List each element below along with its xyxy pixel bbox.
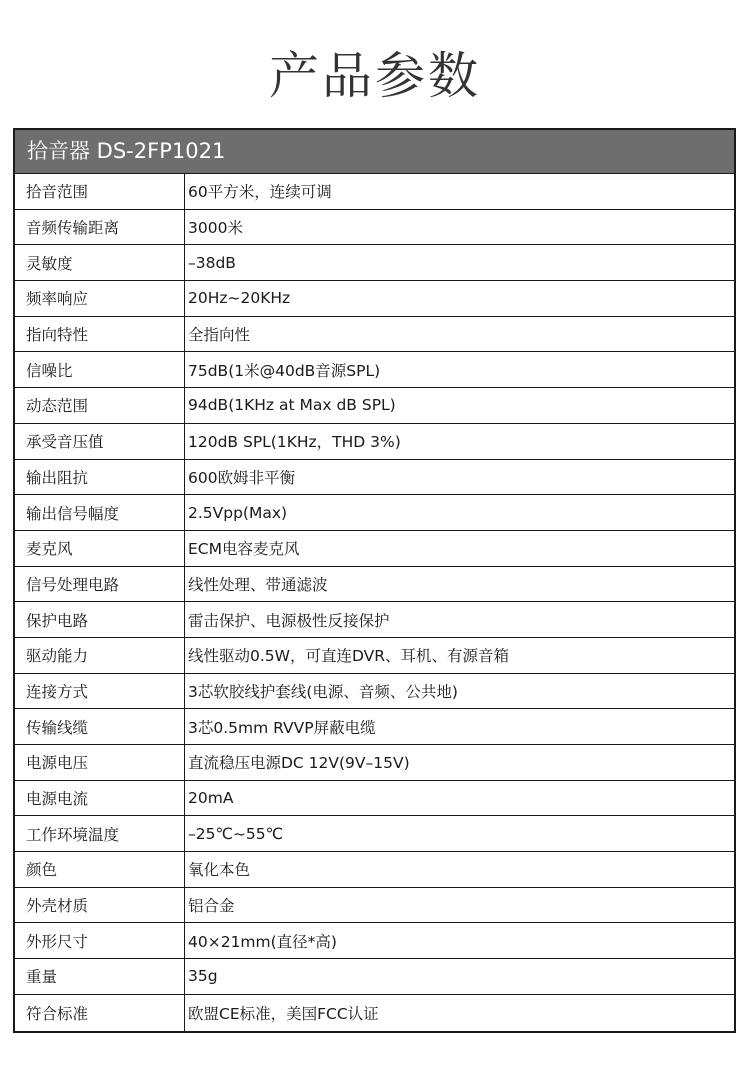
spec-label: 动态范围 [15,388,185,423]
spec-label: 重量 [15,959,185,994]
spec-value: 35g [188,967,218,986]
spec-value: 20Hz~20KHz [188,289,291,308]
spec-label: 频率响应 [15,281,185,316]
spec-label: 保护电路 [15,602,185,637]
table-row [15,923,734,959]
spec-value: ECM电容麦克风 [188,540,300,559]
spec-label: 输出阻抗 [15,460,185,495]
spec-label: 颜色 [15,852,185,887]
table-row [15,567,734,603]
spec-value: 欧盟CE标准，美国FCC认证 [188,1004,379,1023]
spec-label: 电源电流 [15,781,185,816]
table-row [15,745,734,781]
spec-value: –38dB [188,253,236,272]
spec-label: 承受音压值 [15,424,185,459]
table-row [15,781,734,817]
spec-label: 外形尺寸 [15,923,185,958]
table-row [15,495,734,531]
table-row [15,531,734,567]
spec-value: 60平方米，连续可调 [188,183,332,202]
table-header: 拾音器 DS-2FP1021 [15,130,734,174]
table-row [15,852,734,888]
table-row [15,388,734,424]
spec-value: 120dB SPL(1KHz，THD 3%) [188,433,401,452]
table-row [15,638,734,674]
spec-label: 传输线缆 [15,709,185,744]
table-row [15,281,734,317]
spec-value: 线性处理、带通滤波 [188,575,328,594]
table-row [15,317,734,353]
spec-label: 麦克风 [15,531,185,566]
spec-value: 氧化本色 [188,861,251,880]
table-row [15,210,734,246]
spec-label: 信噪比 [15,352,185,387]
spec-value: 40×21mm(直径*高) [188,932,337,951]
spec-label: 电源电压 [15,745,185,780]
spec-value: –25℃~55℃ [188,824,283,843]
page-title: 产品参数 [269,47,481,105]
spec-value: 2.5Vpp(Max) [188,503,288,522]
spec-value: 铝合金 [188,897,235,916]
spec-label: 外壳材质 [15,888,185,923]
table-row [15,460,734,496]
spec-value: 线性驱动0.5W，可直连DVR、耳机、有源音箱 [188,647,510,666]
table-row [15,424,734,460]
spec-value: 3000米 [188,219,243,238]
table-row [15,709,734,745]
spec-label: 拾音范围 [15,174,185,209]
table-row [15,352,734,388]
spec-value: 94dB(1KHz at Max dB SPL) [188,396,396,415]
spec-label: 信号处理电路 [15,567,185,602]
spec-label: 指向特性 [15,317,185,352]
table-row [15,816,734,852]
spec-value: 直流稳压电源DC 12V(9V–15V) [188,754,410,773]
spec-value: 3芯0.5mm RVVP屏蔽电缆 [188,718,376,737]
table-row [15,674,734,710]
spec-table [13,128,736,1033]
spec-value: 75dB(1米@40dB音源SPL) [188,361,381,380]
spec-value: 3芯软胶线护套线(电源、音频、公共地) [188,682,458,701]
table-body [15,174,734,1031]
table-row [15,602,734,638]
spec-value: 600欧姆非平衡 [188,468,296,487]
spec-label: 符合标准 [15,995,185,1031]
table-row [15,245,734,281]
spec-value: 20mA [188,789,234,808]
spec-label: 音频传输距离 [15,210,185,245]
spec-value: 雷击保护、电源极性反接保护 [188,611,390,630]
table-row [15,959,734,995]
table-row [15,995,734,1031]
spec-label: 连接方式 [15,674,185,709]
spec-label: 灵敏度 [15,245,185,280]
spec-value: 全指向性 [188,326,251,345]
spec-label: 驱动能力 [15,638,185,673]
spec-label: 工作环境温度 [15,816,185,851]
spec-label: 输出信号幅度 [15,495,185,530]
table-row [15,888,734,924]
table-row [15,174,734,210]
